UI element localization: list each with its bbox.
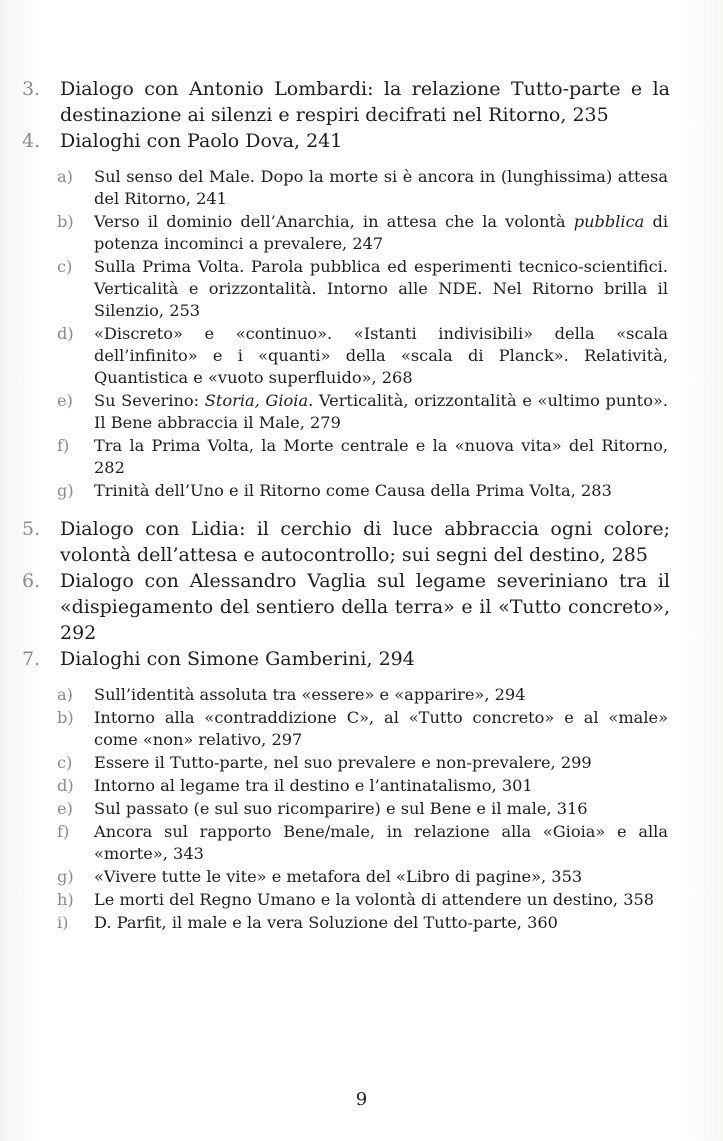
subentry-letter: a) [57, 167, 73, 186]
toc-subentry [0, 166, 668, 210]
toc-subentry [0, 821, 668, 865]
table-of-contents [0, 76, 723, 934]
subentry-text: Ancora sul rapporto Bene/male, in relazione alla «Gioia» e alla «morte», 343 [94, 822, 668, 863]
entry-text: Dialoghi con Paolo Dova, 241 [60, 130, 343, 152]
toc-subentry [0, 866, 668, 888]
subentry-text-italic: pubblica [573, 212, 645, 231]
subentry-text-post: di potenza incominci a prevalere, 247 [94, 212, 668, 253]
subentry-text: «Vivere tutte le vite» e metafora del «Libro di pagine», 353 [94, 867, 583, 886]
toc-entry [0, 568, 670, 646]
page-number: 9 [355, 1089, 368, 1110]
toc-subentry [0, 752, 668, 774]
subentry-letter: a) [57, 685, 73, 704]
toc-entry [0, 76, 670, 128]
toc-subentry [0, 390, 668, 434]
toc-entry [0, 646, 670, 672]
entry-text: Dialogo con Alessandro Vaglia sul legame severiniano tra il «dispiegamento del sentiero della terra» e il «Tutto concreto», 292 [60, 570, 670, 644]
toc-subentry [0, 912, 668, 934]
toc-subentry [0, 707, 668, 751]
subentry-letter: h) [57, 890, 74, 909]
subentry-text: Sul senso del Male. Dopo la morte si è ancora in (lunghissima) attesa del Ritorno, 241 [94, 167, 668, 208]
subentry-letter: g) [57, 481, 74, 500]
subentry-letter: e) [57, 799, 73, 818]
subentry-text: Tra la Prima Volta, la Morte centrale e la «nuova vita» del Ritorno, 282 [94, 436, 668, 477]
subentry-text: D. Parfit, il male e la vera Soluzione del Tutto-parte, 360 [94, 913, 558, 932]
toc-subentry [0, 798, 668, 820]
subentry-letter: i) [57, 913, 69, 932]
toc-subentry [0, 889, 668, 911]
subentry-letter: b) [57, 708, 74, 727]
subentry-text: Trinità dell’Uno e il Ritorno come Causa della Prima Volta, 283 [94, 481, 612, 500]
subentry-text-pre: Su Severino: [94, 391, 205, 410]
toc-subentry [0, 323, 668, 389]
entry-text: Dialogo con Antonio Lombardi: la relazione Tutto-parte e la destinazione ai silenzi e respiri decifrati nel Ritorno, 235 [60, 78, 670, 126]
subentry-text: Sul passato (e sul suo ricomparire) e sul Bene e il male, 316 [94, 799, 588, 818]
subentry-letter: f) [57, 436, 70, 455]
toc-subentry [0, 684, 668, 706]
entry-text: Dialoghi con Simone Gamberini, 294 [60, 648, 415, 670]
entry-number: 4. [22, 130, 41, 152]
toc-subentry [0, 480, 668, 502]
subentry-text: Essere il Tutto-parte, nel suo prevalere e non-prevalere, 299 [94, 753, 592, 772]
entry-number: 5. [22, 518, 41, 540]
subentry-text: Le morti del Regno Umano e la volontà di attendere un destino, 358 [94, 890, 655, 909]
subentry-letter: d) [57, 776, 74, 795]
subentry-text: Intorno al legame tra il destino e l’antinatalismo, 301 [94, 776, 533, 795]
subentry-text-post: . Verticalità, orizzontalità e «ultimo punto». Il Bene abbraccia il Male, 279 [94, 391, 668, 432]
subentry-list [0, 684, 723, 934]
toc-subentry [0, 211, 668, 255]
entry-text: Dialogo con Lidia: il cerchio di luce abbraccia ogni colore; volontà dell’attesa e autocontrollo; sui segni del destino, 285 [60, 518, 670, 566]
subentry-letter: d) [57, 324, 74, 343]
subentry-letter: e) [57, 391, 73, 410]
entry-number: 3. [22, 78, 41, 100]
subentry-list [0, 166, 723, 502]
subentry-letter: c) [57, 753, 73, 772]
toc-entry [0, 516, 670, 568]
entry-number: 6. [22, 570, 41, 592]
subentry-text-pre: Verso il dominio dell’Anarchia, in attesa che la volontà [94, 212, 574, 231]
toc-entry [0, 128, 670, 154]
subentry-letter: c) [57, 257, 73, 276]
toc-subentry [0, 256, 668, 322]
subentry-letter: b) [57, 212, 74, 231]
subentry-text-italic: Storia, Gioia [204, 391, 309, 410]
subentry-letter: f) [57, 822, 70, 841]
subentry-text: «Discreto» e «continuo». «Istanti indivisibili» della «scala dell’infinito» e i «quanti» della «scala di Planck». Relatività, Quantistica e «vuoto superfluido», 268 [94, 324, 668, 387]
toc-subentry [0, 435, 668, 479]
subentry-text: Sull’identità assoluta tra «essere» e «apparire», 294 [94, 685, 526, 704]
subentry-letter: g) [57, 867, 74, 886]
subentry-text: Sulla Prima Volta. Parola pubblica ed esperimenti tecnico-scientifici. Verticalità e orizzontalità. Intorno alle NDE. Nel Ritorno brilla il Silenzio, 253 [94, 257, 668, 320]
subentry-text: Intorno alla «contraddizione C», al «Tutto concreto» e al «male» come «non» relativo, 297 [94, 708, 668, 749]
toc-subentry [0, 775, 668, 797]
entry-number: 7. [22, 648, 41, 670]
